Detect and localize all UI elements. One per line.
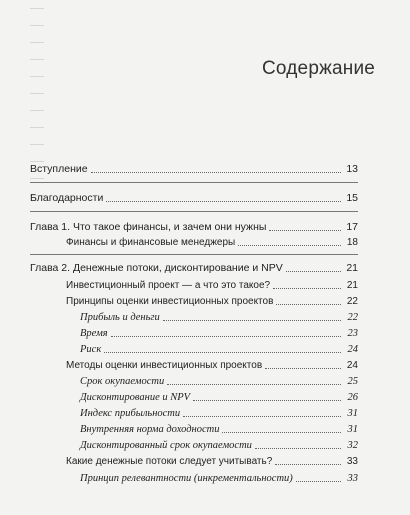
toc-entry-page: 33	[346, 456, 358, 467]
toc-entry-page: 22	[347, 312, 358, 323]
toc-entry-chapter-1[interactable]	[30, 221, 358, 234]
toc-entry-page: 13	[346, 163, 358, 175]
toc-entry-text: Глава 2. Денежные потоки, дисконтирование и NPV	[30, 262, 283, 274]
toc-entry-page: 32	[347, 440, 358, 451]
toc-entry-investment-project[interactable]	[66, 279, 358, 292]
separator-line	[30, 182, 358, 183]
toc-entry-page: 24	[347, 344, 358, 355]
toc-entry-time[interactable]	[80, 327, 358, 340]
toc-entry-text: Принципы оценки инвестиционных проектов	[66, 296, 274, 307]
toc-entry-discounted-payback[interactable]	[80, 439, 358, 452]
toc-entry-text: Риск	[80, 344, 102, 355]
toc-entry-text: Срок окупаемости	[80, 376, 165, 387]
toc-entry-page: 33	[347, 473, 358, 484]
toc-entry-relevance-principle[interactable]	[80, 472, 358, 485]
toc-entry-text: Внутренняя норма доходности	[80, 424, 220, 435]
toc-entry-page: 31	[347, 424, 358, 435]
toc-entry-text: Время	[80, 328, 108, 339]
leader-dots	[273, 288, 341, 289]
toc-entry-payback-period[interactable]	[80, 375, 358, 388]
leader-dots	[104, 352, 341, 353]
leader-dots	[286, 271, 341, 272]
page-title: Содержание	[262, 58, 376, 79]
separator-line	[30, 211, 358, 212]
toc-entry-chapter-2[interactable]	[30, 262, 358, 275]
toc-entry-page: 18	[346, 237, 358, 248]
toc-entry-finance-managers[interactable]	[66, 236, 358, 249]
toc-entry-intro[interactable]	[30, 163, 358, 176]
toc-entry-cash-flows[interactable]	[66, 455, 358, 468]
toc-entry-page: 23	[347, 328, 358, 339]
leader-dots	[183, 416, 341, 417]
toc-entry-text: Вступление	[30, 163, 88, 175]
toc-entry-profit-and-money[interactable]	[80, 311, 358, 324]
leader-dots	[296, 481, 341, 482]
leader-dots	[269, 230, 341, 231]
toc-entry-text: Глава 1. Что такое финансы, и зачем они нужны	[30, 221, 267, 233]
leader-dots	[91, 172, 341, 173]
toc-entry-text: Какие денежные потоки следует учитывать?	[66, 456, 273, 467]
leader-dots	[276, 304, 341, 305]
toc-entry-irr[interactable]	[80, 423, 358, 436]
leader-dots	[222, 432, 341, 433]
leader-dots	[238, 245, 341, 246]
toc-entry-profitability-index[interactable]	[80, 407, 358, 420]
toc-entry-text: Финансы и финансовые менеджеры	[66, 237, 236, 248]
toc-entry-page: 24	[346, 360, 358, 371]
leader-dots	[163, 320, 341, 321]
toc-entry-text: Индекс прибыльности	[80, 408, 181, 419]
separator-line	[30, 254, 358, 255]
leader-dots	[167, 384, 341, 385]
toc-entry-text: Методы оценки инвестиционных проектов	[66, 360, 263, 371]
toc-entry-page: 17	[346, 221, 358, 233]
toc-entry-text: Инвестиционный проект — а что это такое?	[66, 280, 271, 291]
toc-entry-page: 25	[347, 376, 358, 387]
toc-entry-evaluation-methods[interactable]	[66, 359, 358, 372]
leader-dots	[106, 201, 341, 202]
toc-entry-text: Прибыль и деньги	[80, 312, 160, 323]
leader-dots	[111, 336, 341, 337]
toc-entry-acknowledgements[interactable]	[30, 192, 358, 205]
toc-entry-text: Принцип релевантности (инкрементальности)	[80, 473, 293, 484]
toc-entry-page: 31	[347, 408, 358, 419]
toc-entry-text: Благодарности	[30, 192, 104, 204]
toc-entry-risk[interactable]	[80, 343, 358, 356]
leader-dots	[275, 464, 341, 465]
toc-entry-page: 21	[346, 262, 358, 274]
toc-entry-page: 21	[346, 280, 358, 291]
toc-entry-evaluation-principles[interactable]	[66, 295, 358, 308]
toc-entry-page: 15	[346, 192, 358, 204]
toc-entry-page: 26	[347, 392, 358, 403]
toc-entry-discounting-npv[interactable]	[80, 391, 358, 404]
toc-entry-text: Дисконтированный срок окупаемости	[80, 440, 252, 451]
leader-dots	[193, 400, 341, 401]
toc-entry-text: Дисконтирование и NPV	[80, 392, 191, 403]
leader-dots	[255, 448, 341, 449]
toc-entry-page: 22	[346, 296, 358, 307]
leader-dots	[265, 368, 341, 369]
